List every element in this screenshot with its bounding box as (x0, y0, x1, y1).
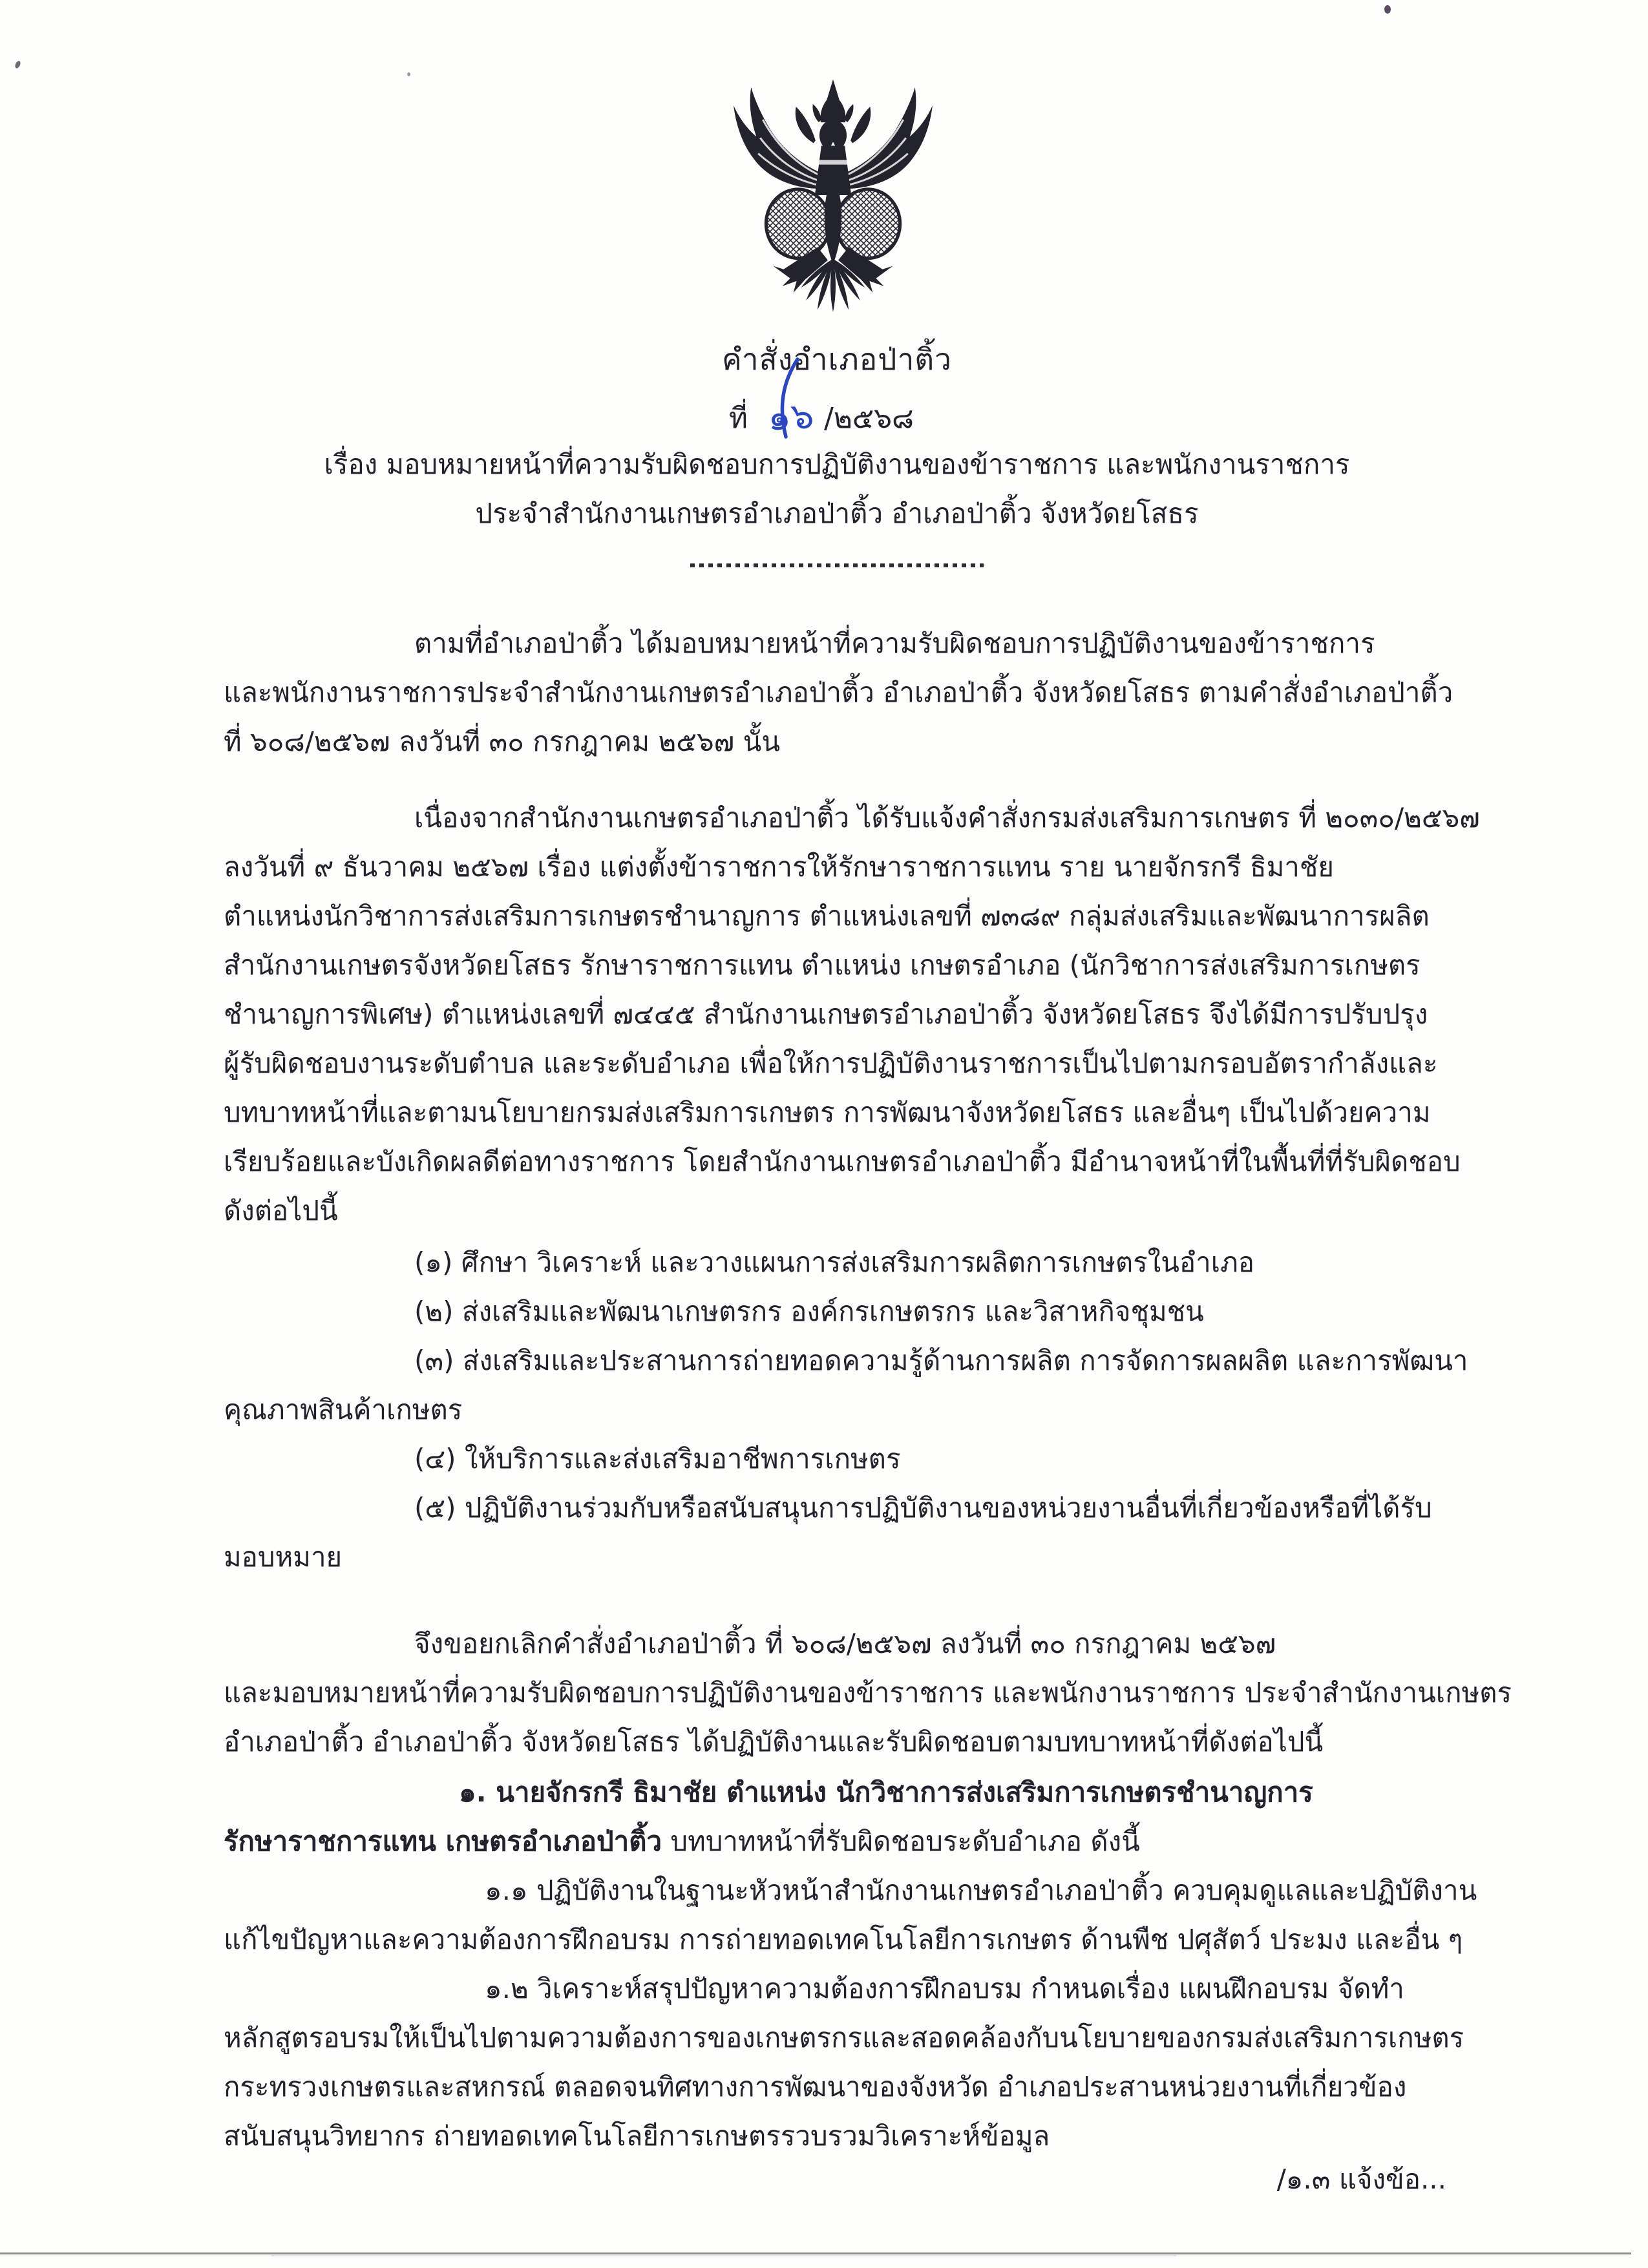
duty-subitem-continuation: หลักสูตรอบรมให้เป็นไปตามความต้องการของเกษตรกรและสอดคล้องกับนโยบายของกรมส่งเสริมการเกษตร (224, 2022, 1464, 2053)
body-line: บทบาทหน้าที่และตามนโยบายกรมส่งเสริมการเกษตร การพัฒนาจังหวัดยโสธร และอื่นๆ เป็นไปด้วยความ (224, 1097, 1431, 1128)
acting-title-bold: รักษาราชการแทน เกษตรอำเภอป่าติ้ว (224, 1825, 662, 1857)
body-line: เรียบร้อยและบังเกิดผลดีต่อทางราชการ โดยสำนักงานเกษตรอำเภอป่าติ้ว มีอำนาจหน้าที่ในพื้นที่ที่รับผิดชอบ (224, 1146, 1461, 1177)
scan-speck (1384, 5, 1391, 14)
section-heading: ๑. นายจักรกรี ธิมาชัย ตำแหน่ง นักวิชาการส่งเสริมการเกษตรชำนาญการ (459, 1776, 1313, 1808)
garuda-emblem-icon (729, 79, 937, 314)
subject-line-1: เรื่อง มอบหมายหน้าที่ความรับผิดชอบการปฏิบัติงานของข้าราชการ และพนักงานราชการ (324, 448, 1350, 480)
body-line: ตามที่อำเภอป่าติ้ว ได้มอบหมายหน้าที่ความรับผิดชอบการปฏิบัติงานของข้าราชการ (414, 627, 1375, 659)
page-continuation-note: /๑.๓ แจ้งข้อ... (1276, 2163, 1446, 2195)
duty-subitem: ๑.๑ ปฏิบัติงานในฐานะหัวหน้าสำนักงานเกษตรอำเภอป่าติ้ว ควบคุมดูแลและปฏิบัติงาน (485, 1874, 1477, 1906)
duty-item: (๓) ส่งเสริมและประสานการถ่ายทอดความรู้ด้านการผลิต การจัดการผลผลิต และการพัฒนา (414, 1345, 1468, 1376)
section-1-assignment (224, 1768, 1516, 2161)
body-line: จึงขอยกเลิกคำสั่งอำเภอป่าติ้ว ที่ ๖๐๘/๒๕๖๗ ลงวันที่ ๓๐ กรกฎาคม ๒๕๖๗ (414, 1628, 1276, 1659)
scan-speck (14, 60, 21, 69)
duty-subitem-continuation: กระทรวงเกษตรและสหกรณ์ ตลอดจนทิศทางการพัฒนาของจังหวัด อำเภอประสานหน่วยงานที่เกี่ยวข้อง (224, 2071, 1407, 2103)
order-title: คำสั่งอำเภอป่าติ้ว (722, 342, 952, 377)
duty-subitem-continuation: แก้ไขปัญหาและความต้องการฝึกอบรม การถ่ายทอดเทคโนโลยีการเกษตร ด้านพืช ปศุสัตว์ ประมง และอื่น ๆ (224, 1924, 1463, 1955)
duty-item-continuation: คุณภาพสินค้าเกษตร (224, 1394, 463, 1425)
body-line: ชำนาญการพิเศษ) ตำแหน่งเลขที่ ๗๔๔๕ สำนักงานเกษตรอำเภอป่าติ้ว จังหวัดยโสธร จึงได้มีการปรับปรุง (224, 998, 1428, 1030)
order-number-year: /๒๕๖๘ (824, 402, 914, 435)
duty-item: (๒) ส่งเสริมและพัฒนาเกษตรกร องค์กรเกษตรกร และวิสาหกิจชุมชน (414, 1296, 1204, 1327)
duty-item-list (224, 1238, 1516, 1582)
duty-item: (๕) ปฏิบัติงานร่วมกับหรือสนับสนุนการปฏิบัติงานของหน่วยงานอื่นที่เกี่ยวข้องหรือที่ได้รับ (414, 1492, 1432, 1524)
scan-speck (407, 72, 410, 76)
duty-subitem-continuation: สนับสนุนวิทยากร ถ่ายทอดเทคโนโลยีการเกษตรรวบรวมวิเคราะห์ข้อมูล (224, 2120, 1050, 2152)
paragraph-3 (224, 1619, 1516, 1767)
body-line: และมอบหมายหน้าที่ความรับผิดชอบการปฏิบัติงานของข้าราชการ และพนักงานราชการ ประจำสำนักงานเกษตร (224, 1677, 1512, 1708)
body-line: อำเภอป่าติ้ว อำเภอป่าติ้ว จังหวัดยโสธร ได้ปฏิบัติงานและรับผิดชอบตามบทบาทหน้าที่ดังต่อไปนี้ (224, 1726, 1324, 1758)
body-line: ลงวันที่ ๙ ธันวาคม ๒๕๖๗ เรื่อง แต่งตั้งข้าราชการให้รักษาราชการแทน ราย นายจักรกรี ธิมาชัย (224, 851, 1335, 883)
acting-title-rest: บทบาทหน้าที่รับผิดชอบระดับอำเภอ ดังนี้ (662, 1825, 1140, 1857)
duty-item: (๔) ให้บริการและส่งเสริมอาชีพการเกษตร (414, 1443, 901, 1475)
body-line: สำนักงานเกษตรจังหวัดยโสธร รักษาราชการแทน ตำแหน่ง เกษตรอำเภอ (นักวิชาการส่งเสริมการเกษตร (224, 949, 1421, 981)
handwritten-order-number: ๑๖ (766, 395, 815, 439)
section-subheading (224, 1817, 1516, 1866)
duty-subitem: ๑.๒ วิเคราะห์สรุปปัญหาความต้องการฝึกอบรม กำหนดเรื่อง แผนฝึกอบรม จัดทำ (485, 1973, 1404, 2004)
paragraph-1 (224, 619, 1516, 766)
duty-item-continuation: มอบหมาย (224, 1541, 343, 1573)
body-line: ที่ ๖๐๘/๒๕๖๗ ลงวันที่ ๓๐ กรกฎาคม ๒๕๖๗ นั้น (224, 726, 781, 757)
body-line: ผู้รับผิดชอบงานระดับตำบล และระดับอำเภอ เพื่อให้การปฏิบัติงานราชการเป็นไปตามกรอบอัตรากำลังและ (224, 1047, 1438, 1079)
duty-item: (๑) ศึกษา วิเคราะห์ และวางแผนการส่งเสริมการผลิตการเกษตรในอำเภอ (414, 1246, 1255, 1278)
body-line: เนื่องจากสำนักงานเกษตรอำเภอป่าติ้ว ได้รับแจ้งคำสั่งกรมส่งเสริมการเกษตร ที่ ๒๐๓๐/๒๕๖๗ (414, 802, 1480, 834)
subject-line-2: ประจำสำนักงานเกษตรอำเภอป่าติ้ว อำเภอป่าติ้ว จังหวัดยโสธร (475, 498, 1199, 529)
scan-edge-line (0, 2252, 1631, 2254)
scan-edge-shadow (271, 2255, 1176, 2256)
dotted-separator (690, 563, 984, 567)
body-line: ตำแหน่งนักวิชาการส่งเสริมการเกษตรชำนาญการ ตำแหน่งเลขที่ ๗๓๘๙ กลุ่มส่งเสริมและพัฒนาการผลิต (224, 900, 1430, 932)
order-number-prefix: ที่ (729, 402, 748, 435)
paragraph-2 (224, 793, 1516, 1235)
body-line: ดังต่อไปนี้ (224, 1195, 338, 1226)
body-line: และพนักงานราชการประจำสำนักงานเกษตรอำเภอป่าติ้ว อำเภอป่าติ้ว จังหวัดยโสธร ตามคำสั่งอำเภอป่าติ้ว (224, 677, 1453, 708)
